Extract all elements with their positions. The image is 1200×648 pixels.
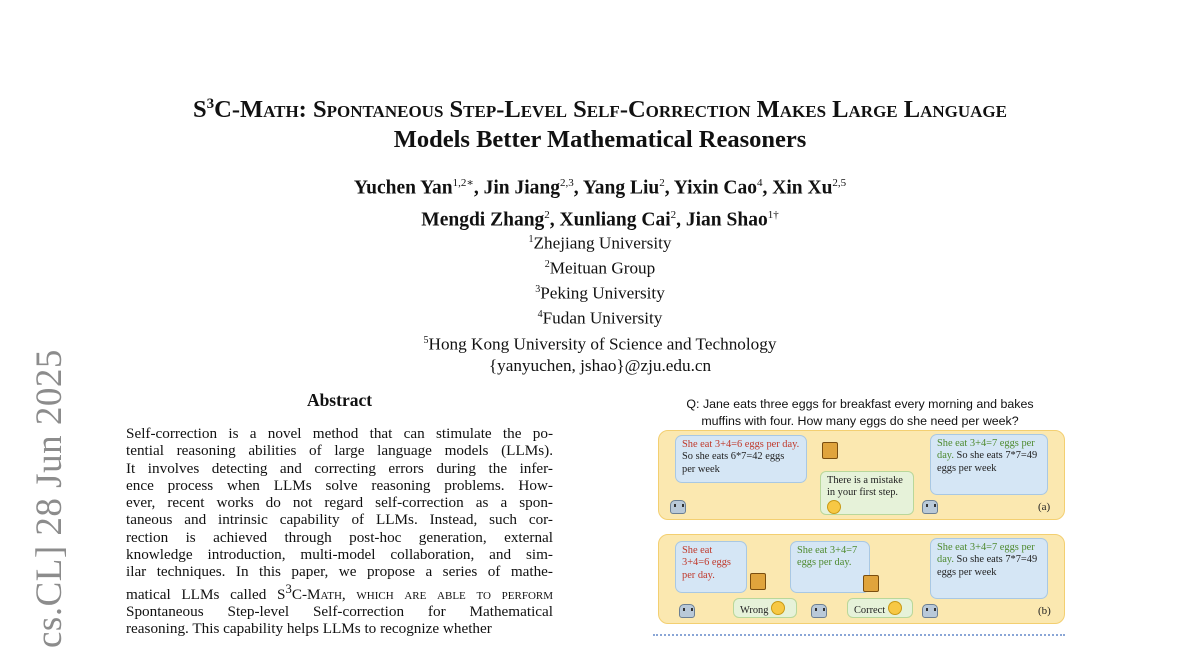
abstract-line: ilar techniques. In this paper, we propose a series of mathe- — [126, 563, 553, 581]
author-name: Jian Shao — [685, 209, 768, 230]
correct-step-text: She eat 3+4=7 eggs per day. — [797, 545, 858, 569]
author-name: Yixin Cao — [673, 177, 758, 199]
author-affil-sup: 1,2∗ — [452, 177, 474, 189]
teacher-feedback-bubble — [820, 471, 914, 515]
author-affil-sup: 4 — [757, 177, 763, 189]
smile-emoji-icon — [888, 601, 902, 615]
student-bubble-correct — [930, 434, 1048, 495]
author-affil-sup: 2 — [659, 177, 665, 189]
author-affil-sup: 2,5 — [832, 177, 847, 189]
paper-title — [110, 89, 1090, 155]
abstract-line: taneous and intrinsic capability of LLMs. Instead, such cor- — [126, 511, 553, 529]
wrong-feedback-bubble — [733, 598, 797, 618]
teacher-feedback-text: There is a mistake in your first step. — [827, 475, 903, 499]
author-name: Yang Liu — [582, 177, 660, 199]
robot-icon — [670, 500, 686, 514]
author-name: Jin Jiang — [483, 177, 561, 199]
step-text: So she eats 7*7=49 eggs per week — [937, 554, 1038, 578]
affiliation-sup: 4 — [537, 309, 543, 321]
title-s: S — [192, 96, 207, 124]
author-line-2: Mengdi Zhang$^2$, Xunliang Cai$^2$, Jian Shao$^{1\dagger}$ — [421, 208, 779, 230]
question-line: Q: Jane eats three eggs for breakfast every morning and bakes — [686, 397, 1034, 411]
author-affil-sup: 1† — [767, 208, 779, 221]
robot-icon — [922, 500, 938, 514]
affiliation — [110, 304, 1090, 329]
correct-label: Correct — [854, 605, 886, 616]
author-affil-sup: 2 — [670, 208, 677, 221]
author-name: Yuchen Yan — [353, 177, 453, 199]
abstract-heading: Abstract — [306, 390, 373, 410]
affiliation — [110, 229, 1090, 254]
abstract-line: knowledge introduction, multi-model collaboration, and sim- — [126, 546, 553, 564]
correct-feedback-bubble — [847, 598, 913, 618]
affiliation-name: Meituan Group — [549, 258, 656, 278]
step-text: So she eats 6*7=42 eggs per week — [682, 451, 785, 475]
figure-panel-a — [658, 430, 1065, 520]
wrong-step-text: She eat 3+4=6 eggs per day. — [682, 545, 731, 581]
affiliation-sup: 1 — [528, 234, 534, 245]
affiliation-name: Peking University — [540, 284, 665, 304]
abstract-line: ence process when LLMs solve reasoning problems. How- — [126, 476, 553, 494]
robot-icon — [811, 604, 827, 618]
author-list — [110, 170, 1090, 233]
figure-panel-b — [658, 534, 1065, 624]
abstract-line: reasoning. This capability helps LLMs to recognize whether — [126, 620, 492, 638]
abstract-line: Self-correction is a novel method that can stimulate the po- — [126, 425, 553, 442]
author-name: Xunliang Cai — [559, 209, 671, 230]
arxiv-side-stamp: cs.CL] 28 Jun 2025 — [29, 349, 70, 648]
title-sup: 3 — [206, 96, 215, 112]
affiliation-sup: 5 — [423, 334, 429, 346]
question-line: muffins with four. How many eggs do she need per week? — [701, 414, 1019, 428]
student-bubble-wrong — [675, 541, 747, 593]
author-affil-sup: 2,3 — [560, 177, 574, 189]
author-line-1: Yuchen Yan$^{1,2∗}$, Jin Jiang$^{2,3}$, Yang Liu$^2$, Yixin Cao$^4$, Xin Xu$^{2,5}$ — [353, 177, 847, 199]
abstract-line: tential reasoning abilities of large language models (LLMs). — [126, 442, 553, 460]
teacher-icon — [822, 442, 838, 459]
abstract-line-part: matical LLMs called S — [126, 585, 286, 603]
author-name: Mengdi Zhang — [421, 209, 545, 230]
teacher-icon — [750, 573, 766, 590]
abstract-sup: 3 — [285, 581, 292, 596]
author-name: Xin Xu — [772, 177, 833, 199]
abstract-line: rection is achieved through post-hoc generation, external — [126, 528, 553, 546]
title-line2: Models Better Mathematical Reasoners — [393, 126, 807, 154]
step-text: So she eats 7*7=49 eggs per week — [937, 450, 1038, 474]
affiliation — [110, 254, 1090, 279]
smile-emoji-icon — [827, 500, 841, 514]
wrong-label: Wrong — [740, 605, 769, 616]
teacher-icon — [863, 575, 879, 592]
student-bubble-final — [930, 538, 1048, 599]
abstract-line-part: C-Math, which are able to perform — [291, 585, 553, 603]
affiliation-sup: 2 — [544, 259, 550, 271]
affiliation-name: Zhejiang University — [533, 233, 672, 253]
abstract-line: It involves detecting and correcting errors during the infer- — [126, 459, 553, 477]
email: {yanyuchen, jshao}@zju.edu.cn — [488, 355, 712, 375]
affiliation-list — [110, 229, 1090, 376]
affiliation-name: Hong Kong University of Science and Technology — [428, 334, 777, 354]
affiliation-name: Fudan University — [542, 309, 663, 329]
wrong-step-text: She eat 3+4=6 eggs per day. — [682, 439, 800, 450]
panel-label-a: (a) — [1038, 501, 1051, 513]
figure-question — [650, 396, 1070, 430]
correct-step-text: She eat 3+4=7 eggs per day. — [937, 438, 1035, 462]
affiliation — [110, 279, 1090, 304]
abstract-line — [126, 581, 553, 603]
student-bubble-correct — [790, 541, 870, 593]
abstract-body — [126, 425, 553, 648]
robot-icon — [922, 604, 938, 618]
author-affil-sup: 2 — [544, 208, 550, 221]
figure-divider — [653, 634, 1065, 636]
student-bubble-wrong — [675, 435, 807, 483]
title-rest: C-Math: Spontaneous Step-Level Self-Correction Makes Large Language — [214, 96, 1007, 124]
abstract-line: ever, recent works do not regard self-correction as a spon- — [126, 494, 553, 512]
sad-emoji-icon — [771, 601, 785, 615]
robot-icon — [679, 604, 695, 618]
panel-label-b: (b) — [1038, 605, 1051, 617]
affiliation-sup: 3 — [535, 284, 541, 296]
abstract-line: Spontaneous Step-level Self-correction for Mathematical — [126, 603, 553, 621]
affiliation — [110, 330, 1090, 355]
correct-step-text: She eat 3+4=7 eggs per day. — [937, 542, 1035, 566]
